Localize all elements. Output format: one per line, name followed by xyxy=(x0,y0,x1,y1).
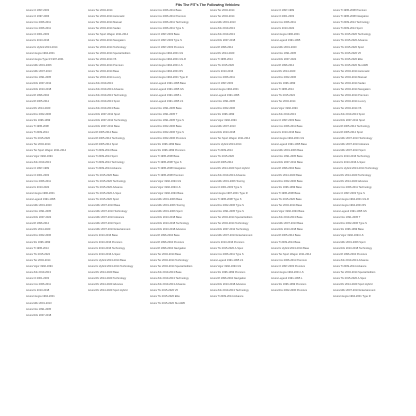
vehicle-entry: Acura Integra 1997-2001 Type R xyxy=(210,191,248,195)
vehicle-entry: Acura Mdx 2007-2013 Base xyxy=(88,204,121,207)
vehicle-entry: Acura Legend 1991-1995 LS xyxy=(210,258,244,262)
vehicle-entry: Acura Tsx 2004-2014 Automatic xyxy=(88,15,125,19)
vehicle-entry: Acura Tlx 2015-2020 A-Spec xyxy=(88,191,122,195)
vehicle-entry: Acura Mdx 2007-2013 xyxy=(26,69,52,73)
vehicle-entry: Acura Ilx 2013-2016 xyxy=(26,39,50,43)
vehicle-entry: Acura Tlx 2015-2022 xyxy=(26,252,51,256)
vehicle-entry: Acura Nsx 1991-2005 xyxy=(26,76,52,80)
vehicle-entry: Acura Slx 1996-1999 Premium xyxy=(210,271,246,275)
vehicle-entry: Acura Vigor 1992-1994 xyxy=(271,106,298,110)
vehicle-entry: Acura Tl 2009-2014 xyxy=(26,130,49,134)
vehicle-entry: Acura Ilx Hybrid 2013-2014 Base xyxy=(271,246,310,250)
vehicle-entry: Acura Rl 2005-2012 Technology xyxy=(88,136,125,140)
vehicle-entry: Acura Legend 1991-1995 L xyxy=(150,94,182,98)
vehicle-entry: Acura Csx 2006-2011 Premium xyxy=(271,258,307,262)
vehicle-entry: Acura Rdx 2007-2012 xyxy=(26,82,52,86)
vehicle-entry: Acura Rl 1996-2004 Base xyxy=(150,234,180,238)
vehicle-entry: Acura Integra 1994-2001 LS xyxy=(150,63,183,67)
vehicle-entry: Acura Integra 1994-2001 GS xyxy=(150,51,184,55)
vehicle-entry: Acura Nsx 1991-2005 Base xyxy=(150,106,182,110)
vehicle-entry: Acura Rdx 2007-2018 xyxy=(210,39,236,43)
vehicle-entry: Acura Zdx 2010-2013 xyxy=(210,33,235,37)
vehicle-entry: Acura Integra 1990-2001 xyxy=(271,33,300,37)
vehicle-entry: Acura Tlx 2015-2020 Elite xyxy=(333,57,363,61)
vehicle-entry: Acura Rdx 2007-2012 Sport xyxy=(333,118,366,122)
vehicle-entry: Acura Tlx 2015-2020 Advance xyxy=(88,185,123,189)
vehicle-entry: Acura Rsx 2002-2006 xyxy=(26,112,52,116)
vehicle-entry: Acura Mdx 2001-2006 Base xyxy=(271,149,304,153)
vehicle-entry: Acura Zdx 2010-2013 xyxy=(26,161,51,165)
vehicle-entry: Acura Tl 1995-2008 Premium xyxy=(150,173,184,177)
vehicle-entry: Acura Legend 1991-1995 xyxy=(210,94,240,98)
vehicle-entry: Acura Csx 2006-2011 xyxy=(26,27,51,31)
vehicle-entry: Acura Tsx 2004-2014 Navigation xyxy=(88,39,126,43)
vehicle-entry: Acura Ilx 2013-2016 Premium xyxy=(210,240,245,244)
vehicle-entry: Acura Mdx 2007-2013 Entertainment xyxy=(88,228,131,232)
vehicle-entry: Acura Rsx 2002-2006 Type S xyxy=(150,130,184,134)
vehicle-entry: Acura Tlx 2015-2020 Elite xyxy=(150,295,180,299)
vehicle-entry: Acura Tl 2009-2014 Advance xyxy=(333,264,367,268)
vehicle-entry: Acura Tlx 2015-2022 xyxy=(271,94,296,98)
vehicle-entry: Acura Tl 2009-2014 Technology xyxy=(333,21,370,25)
vehicle-entry: Acura Ilx Hybrid 2013-2014 xyxy=(210,143,242,147)
vehicle-entry: Acura Legend 1991-1995 L xyxy=(271,277,303,281)
vehicle-entry: Acura Integra Type R 1997-2001 xyxy=(26,57,64,61)
vehicle-entry: Acura Ilx 2013-2016 A-Spec xyxy=(88,252,121,256)
vehicle-entry: Acura Rsx 2002-2006 Type S xyxy=(333,222,367,226)
vehicle-entry: Acura Cl 1997-2003 xyxy=(26,9,50,12)
vehicle-entry: Acura Tl 2009-2014 Sport xyxy=(333,27,363,31)
vehicle-entry: Acura Rlx 2014-2020 Base xyxy=(271,173,302,177)
vehicle-entry: Acura Integra 1994-2001 xyxy=(210,88,239,92)
vehicle-entry: Acura Tlx 2015-2020 xyxy=(26,136,51,140)
vehicle-entry: Acura Tl 1995-2008 Base xyxy=(150,155,180,159)
vehicle-entry: Acura CI 1997-2003 xyxy=(26,15,50,19)
vehicle-entry: Acura Rl 1996-2012 xyxy=(26,222,50,226)
vehicle-entry: Acura Tlx 2015-2020 Technology xyxy=(333,33,371,37)
vehicle-entry: Acura Zdx 2010-2013 Advance xyxy=(88,88,124,92)
vehicle-entry: Acura Rl 1996-2004 Navigation xyxy=(210,277,247,281)
vehicle-entry: Acura Rlx 2014-2020 Sport Hybrid xyxy=(333,283,373,287)
vehicle-entry: Acura Integra 1994-2001 LS xyxy=(271,271,304,275)
vehicle-entry: Acura Rl 1996-2004 Premium xyxy=(150,240,185,244)
vehicle-entry: Acura Rl 2005-2012 Base xyxy=(271,234,301,238)
vehicle-entry: Acura Legend 1991-1995 xyxy=(26,197,56,201)
vehicle-entry: Acura Tlx 2015-2020 Technology xyxy=(88,179,126,183)
vehicle-entry: Acura Legend 1991-1995 GS xyxy=(333,210,367,214)
vehicle-column-5 xyxy=(271,9,325,295)
vehicle-entry: Acura Zdx 2010-2013 xyxy=(88,82,113,86)
vehicle-entry: Acura Tsx 2004-2014 Premium xyxy=(333,94,369,98)
vehicle-entry: Acura Tsx 2004-2014 Navigation xyxy=(333,88,371,92)
vehicle-entry: Acura Vigor 1992-1994 GS xyxy=(210,264,242,268)
vehicle-entry: Acura Tl 2009-2014 xyxy=(210,149,233,153)
vehicle-entry: Acura Tsx 2004-2014 xyxy=(210,15,235,19)
vehicle-entry: Acura Rdx 2007-2018 xyxy=(26,313,52,317)
vehicle-entry: Acura Tl 1995-2008 Type S xyxy=(210,197,242,201)
vehicle-entry: Acura Tl 1995-2008 Base xyxy=(271,191,301,195)
vehicle-entry: Acura Zdx 2010-2013 Sport xyxy=(333,112,365,116)
vehicle-entry: Acura Nsx 1991-2005 Type S xyxy=(150,118,184,122)
vehicle-entry: Acura Tl 1995-2014 xyxy=(271,88,294,92)
vehicle-entry: Acura Ilx Hybrid 2013-2014 Technology xyxy=(88,264,134,268)
vehicle-entry: Acura Ilx Hybrid 2013-2014 xyxy=(26,45,58,49)
vehicle-entry: Acura Tl 2009-2014 Advance xyxy=(88,167,122,171)
vehicle-entry: Acura Cl 2001-2003 xyxy=(26,173,50,177)
vehicle-entry: Acura Rsx 2002-2006 xyxy=(271,76,297,80)
vehicle-entry: Acura Cl 1997-1999 xyxy=(271,9,295,12)
vehicle-entry: Acura Rl 2005-2012 xyxy=(210,161,234,165)
vehicle-entry: Acura Rdx 2007-2022 xyxy=(271,57,297,61)
vehicle-entry: Acura Zdx 2010-2013 xyxy=(26,271,51,275)
vehicle-entry: Acura Tsx Sport Wagon 2011-2014 xyxy=(88,33,129,37)
vehicle-entry: Acura Tsx 2004-2014 Base xyxy=(271,204,303,207)
vehicle-entry: Acura Vigor 1992-1994 GS xyxy=(150,179,182,183)
vehicle-entry: Acura Mdx 2007-2013 Sport xyxy=(333,149,366,153)
vehicle-entry: Acura Csx 2006-2011 Technology xyxy=(333,185,372,189)
vehicle-entry: Acura Mdx 2007-2013 Advance xyxy=(88,216,125,220)
vehicle-entry: Acura Ilx 2013-2016 Base xyxy=(88,234,118,238)
vehicle-entry: Acura Rlx 2014-2020 xyxy=(271,69,296,73)
vehicle-entry: Acura Tlx 2015-2020 xyxy=(210,63,235,67)
vehicle-column-1 xyxy=(26,9,80,320)
vehicle-column-3 xyxy=(150,9,204,308)
vehicle-entry: Acura Mdx 2001-2013 xyxy=(26,301,52,305)
vehicle-entry: Acura Tsx 2004-2014 Special Edition xyxy=(150,264,193,268)
vehicle-entry: Acura Ilx 2013-2016 Technology xyxy=(88,246,126,250)
vehicle-entry: Acura Tlx 2015-2020 SH-AWD xyxy=(150,301,186,305)
vehicle-entry: Acura Csx 2006-2011 Technology xyxy=(150,21,189,25)
vehicle-entry: Acura Rlx 2014-2020 Sport Hybrid xyxy=(210,167,250,171)
vehicle-entry: Acura Mdx 2007-2013 Advance xyxy=(333,143,370,147)
vehicle-entry: Acura Rlx 2014-2020 Technology xyxy=(333,173,372,177)
vehicle-entry: Acura Mdx 2007-2013 Technology xyxy=(333,136,373,140)
vehicle-entry: Acura Rl 2005-2012 Sport xyxy=(88,143,118,147)
vehicle-entry: Acura Ilx 2013-2016 Premium xyxy=(88,240,123,244)
vehicle-entry: Acura Tlx 2015-2020 Sport xyxy=(88,197,119,201)
vehicle-entry: Acura Cl 2001-2003 xyxy=(26,33,50,37)
vehicle-entry: Acura Cl 1997-2003 Base xyxy=(150,33,180,37)
vehicle-entry: Acura Rdx 2007-2012 Technology xyxy=(88,118,128,122)
vehicle-entry: Acura Ilx 2013-2022 xyxy=(26,185,50,189)
vehicle-entry: Acura Rdx 2007-2012 Base xyxy=(271,161,303,165)
vehicle-entry: Acura Rdx 2013-2018 xyxy=(26,88,52,92)
vehicle-entry: Acura Tlx 2015-2020 Base xyxy=(271,197,302,201)
vehicle-entry: Acura Nsx 1991-2005 xyxy=(26,307,52,311)
vehicle-entry: Acura Ilx 2013-2016 xyxy=(210,69,234,73)
vehicle-entry: Acura Mdx 2001-2006 xyxy=(26,63,52,67)
vehicle-entry: Acura Nsx 1991-2005 xyxy=(271,51,297,55)
vehicle-entry: Acura Rdx 2013-2018 Base xyxy=(271,228,303,232)
vehicle-entry: Acura Nsx 1991-2005 xyxy=(26,210,52,214)
vehicle-entry: Acura Tsx 2004-2014 xyxy=(26,258,51,262)
vehicle-entry: Acura Rdx 2007-2012 Sport xyxy=(88,112,121,116)
vehicle-entry: Acura Nsx 1991-2005 Base xyxy=(271,155,303,159)
vehicle-entry: Acura Rlx 2014-2020 xyxy=(26,228,51,232)
vehicle-entry: Acura Tlx 2015-2020 xyxy=(210,155,235,159)
vehicle-entry: Acura Tl 1995-2014 xyxy=(26,246,49,250)
vehicle-entry: Acura Tl 1995-2008 Navigation xyxy=(150,167,186,171)
vehicle-entry: Acura Zdx 2010-2013 xyxy=(271,112,296,116)
vehicle-entry: Acura Tsx 2004-2014 xyxy=(271,100,296,104)
vehicle-entry: Acura Integra 1994-2001 RS xyxy=(150,69,184,73)
vehicle-entry: Acura Tl 2009-2014 Sport xyxy=(88,155,118,159)
vehicle-entry: Acura Rlx 2014-2020 xyxy=(210,51,235,55)
vehicle-entry: Acura Slx 1996-1999 Premium xyxy=(271,283,307,287)
vehicle-entry: Acura Mdx 2007-2013 Base xyxy=(271,222,304,226)
vehicle-entry: Acura Tsx 2004-2014 V6 xyxy=(333,106,362,110)
vehicle-entry: Acura Tsx 2004-2014 Technology xyxy=(88,45,127,49)
vehicle-entry: Acura Cl 2001-2003 xyxy=(26,277,50,281)
vehicle-entry: Acura Mdx 2001-2006 Sport xyxy=(333,240,366,244)
vehicle-entry: Acura Ilx 2013-2016 Base xyxy=(271,130,301,134)
vehicle-entry: Acura Mdx 2001-2006 Touring xyxy=(150,204,185,207)
vehicle-entry: Acura Tl 1995-2008 Premium xyxy=(333,9,367,12)
vehicle-entry: Acura Rlx 2014-2020 Sport Hybrid xyxy=(88,289,128,293)
vehicle-entry: Acura Tsx 2004-2014 Premium xyxy=(88,63,124,67)
vehicle-entry: Acura Tl 1995-2008 Navigation xyxy=(333,15,369,19)
vehicle-entry: Acura Csx 2006-2011 Type S xyxy=(150,27,184,31)
vehicle-entry: Acura Tl 2009-2014 Base xyxy=(88,149,118,153)
vehicle-entry: Acura Ilx Hybrid 2013-2014 Base xyxy=(88,258,127,262)
vehicle-entry: Acura Legend 1991-1995 Base xyxy=(271,143,307,147)
vehicle-entry: Acura Rsx 2002-2006 Type S xyxy=(210,204,244,207)
vehicle-entry: Acura Rl 2005-2012 Technology xyxy=(333,124,370,128)
vehicle-entry: Acura Cl 2001-2003 xyxy=(271,15,295,19)
vehicle-entry: Acura Zdx 2010-2013 Technology xyxy=(210,289,249,293)
vehicle-entry: Acura Cl 2001-2003 Type S xyxy=(210,185,242,189)
vehicle-entry: Acura Rl 2005-2012 Base xyxy=(88,130,118,134)
vehicle-entry: Acura Zdx 2010-2013 Advance xyxy=(150,283,186,287)
vehicle-entry: Acura Tsx Sport Wagon 2011-2014 xyxy=(271,252,312,256)
vehicle-entry: Acura Tsx 2004-2014 Manual xyxy=(333,76,367,80)
vehicle-entry: Acura Mdx 2001-2006 Sport xyxy=(150,210,183,214)
vehicle-entry: Acura Tlx 2015-2020 V6 xyxy=(333,51,361,55)
vehicle-entry: Acura Tsx Sport Wagon 2011-2014 xyxy=(26,149,67,153)
vehicle-entry: Acura Integra 1994-2001 xyxy=(26,295,55,299)
vehicle-entry: Acura Rlx 2014-2020 xyxy=(26,106,51,110)
vehicle-entry: Acura Slx 1996-1999 xyxy=(210,112,235,116)
vehicle-entry: Acura Rl 1996-2004 xyxy=(26,94,50,98)
vehicle-entry: Acura Tsx 2004-2014 Sedan xyxy=(333,82,366,86)
vehicle-entry: Acura Mdx 2001-2006 Touring xyxy=(210,179,245,183)
vehicle-entry: Acura Rdx 2013-2018 Technology xyxy=(150,222,190,226)
vehicle-entry: Acura Rl 1996-2004 Navigation xyxy=(150,246,187,250)
vehicle-entry: Acura Rdx 2013-2018 Advance xyxy=(210,283,246,287)
vehicle-entry: Acura Integra 1994-2001 RS xyxy=(333,204,367,207)
vehicle-entry: Acura Cl 1997-2003 xyxy=(210,82,234,86)
vehicle-entry: Acura Tsx 2004-2014 Sedan xyxy=(88,27,121,31)
vehicle-entry: Acura Tsx 2004-2014 Automatic xyxy=(333,69,370,73)
vehicle-entry: Acura Vigor 1992-1994 xyxy=(26,264,53,268)
vehicle-entry: Acura Integra 1994-2001 GS-R xyxy=(150,57,186,61)
vehicle-entry: Acura Mdx 2001-2006 Base xyxy=(150,197,183,201)
vehicle-entry: Acura Rsx 2002-2006 Base xyxy=(271,179,303,183)
vehicle-entry: Acura Vigor 1992-1994 xyxy=(26,155,53,159)
vehicle-entry: Acura Rlx 2014-2020 Advance xyxy=(88,283,124,287)
page-title: Fits The FIT's The Following Vehicles: xyxy=(175,3,241,7)
vehicle-entry: Acura Ilx 2013-2018 xyxy=(26,289,50,293)
vehicle-entry: Acura Vigor 1992-1994 Base xyxy=(271,210,305,214)
vehicle-entry: Acura Mdx 2007-2013 xyxy=(210,124,236,128)
vehicle-entry: Acura Csx 2006-2011 Base xyxy=(271,124,303,128)
vehicle-entry: Acura Rl 1996-2012 xyxy=(210,45,234,49)
vehicle-entry: Acura Tsx 2004-2014 Luxury xyxy=(88,76,121,80)
vehicle-entry: Acura Tsx 2004-2014 Special Edition xyxy=(88,51,131,55)
vehicle-entry: Acura Integra 1994-2001 GS xyxy=(271,136,305,140)
vehicle-entry: Acura Rl 2005-2012 Sport xyxy=(333,130,363,134)
vehicle-entry: Acura Zdx 2010-2013 Base xyxy=(150,271,182,275)
vehicle-entry: Acura Slx 1996-1999 Premium xyxy=(150,149,186,153)
vehicle-entry: Acura Tl 2009-2014 Technology xyxy=(88,161,125,165)
vehicle-entry: Acura Ilx Hybrid 2013-2014 Technology xyxy=(333,167,379,171)
vehicle-entry: Acura Tl 1995-2014 xyxy=(210,57,233,61)
vehicle-entry: Acura Zdx 2010-2013 Technology xyxy=(150,277,189,281)
vehicle-entry: Acura Integra 1994-2001 Type R xyxy=(333,295,371,299)
vehicle-entry: Acura Slx 1996-1999 xyxy=(26,240,51,244)
vehicle-entry: Acura Rdx 2007-2012 Base xyxy=(88,124,120,128)
vehicle-entry: Acura Tl 2009-2014 Base xyxy=(271,240,301,244)
vehicle-entry: Acura Cl 1997-2003 Type S xyxy=(150,39,182,43)
vehicle-entry: Acura Rsx 2002-2006 Premium xyxy=(150,136,187,140)
vehicle-entry: Acura Ilx 2013-2016 A-Spec xyxy=(333,161,366,165)
vehicle-entry: Acura Rdx 2013-2018 Technology xyxy=(333,246,373,250)
vehicle-entry: Acura Tsx 2004-2014 Manual xyxy=(88,21,122,25)
vehicle-entry: Acura Tsx 2004-2014 Special Edition xyxy=(210,216,253,220)
vehicle-entry: Acura Zdx 2010-2013 Advance xyxy=(333,258,369,262)
vehicle-entry: Acura Tsx 2004-2014 xyxy=(26,143,51,147)
vehicle-entry: Acura Zdx 2010-2013 Base xyxy=(88,106,120,110)
vehicle-entry: Acura Mdx 2001-2020 xyxy=(271,45,297,49)
vehicle-entry: Acura Rdx 2013-2018 Base xyxy=(150,216,182,220)
vehicle-entry: Acura Mdx 2007-2013 Sport xyxy=(88,222,121,226)
vehicle-entry: Acura Rlx 2014-2020 Advance xyxy=(333,179,369,183)
vehicle-entry: Acura Rdx 2007-2022 xyxy=(26,216,52,220)
vehicle-entry: Acura Tl 2009-2014 Advance xyxy=(210,295,244,299)
vehicle-entry: Acura Tsx 2004-2014 xyxy=(210,9,235,12)
vehicle-entry: Acura Vigor 1992-1994 xyxy=(210,118,237,122)
vehicle-entry: Acura Integra 1994-2001 GS-R xyxy=(333,197,369,201)
vehicle-entry: Acura Tl 1995-2008 Type S xyxy=(150,161,182,165)
vehicle-entry: Acura Csx 2006-2011 Base xyxy=(150,9,182,12)
vehicle-entry: Acura Nsx 1991-2005 T xyxy=(150,112,178,116)
vehicle-entry: Acura Cl 1997-1999 xyxy=(26,167,50,171)
vehicle-entry: Acura Ilx 2013-2016 Technology xyxy=(333,155,371,159)
vehicle-entry: Acura Rl 1996-2004 Premium xyxy=(333,252,368,256)
vehicle-entry: Acura Nsx 1991-2005 Type S xyxy=(210,210,244,214)
vehicle-list xyxy=(26,9,379,317)
vehicle-entry: Acura Zdx 2010-2013 Advance xyxy=(210,173,246,177)
vehicle-entry: Acura Tsx Sport Wagon 2011-2014 xyxy=(210,136,251,140)
vehicle-entry: Acura Rdx 2013-2018 xyxy=(210,130,236,134)
vehicle-entry: Acura Slx 1996-1999 Base xyxy=(333,228,364,232)
vehicle-entry: Acura Ilx 2013-2022 xyxy=(271,27,295,31)
vehicle-entry: Acura Rlx 2014-2020 Technology xyxy=(88,277,127,281)
vehicle-entry: Acura Rsx 2002-2006 Base xyxy=(150,124,182,128)
vehicle-entry: Acura Zdx 2010-2013 Sport xyxy=(88,100,120,104)
vehicle-column-4 xyxy=(210,9,264,302)
vehicle-entry: Acura Nsx 1991-2005 T xyxy=(333,216,361,220)
vehicle-entry: Acura Vigor 1992-1994 Base xyxy=(150,191,184,195)
vehicle-entry: Acura Tlx 2015-2020 Base xyxy=(88,173,119,177)
vehicle-entry: Acura Tlx 2015-2020 Advance xyxy=(333,39,368,43)
vehicle-entry: Acura Nsx 1991-2005 xyxy=(210,100,236,104)
vehicle-entry: Acura Cl 1997-2003 Type S xyxy=(333,191,365,195)
vehicle-entry: Acura Slx 1996-1999 Base xyxy=(150,143,181,147)
vehicle-entry: Acura Csx 2006-2011 xyxy=(26,283,51,287)
vehicle-entry: Acura Tsx 2004-2014 Technology xyxy=(210,222,249,226)
vehicle-entry: Acura Rlx 2014-2020 Base xyxy=(88,271,119,275)
vehicle-entry: Acura Csx 2006-2011 Type S xyxy=(210,252,244,256)
vehicle-entry: Acura Vigor 1992-1994 LS xyxy=(333,234,364,238)
vehicle-entry: Acura Rdx 2013-2018 Advance xyxy=(150,228,186,232)
vehicle-entry: Acura Mdx 2007-2013 Technology xyxy=(88,210,128,214)
vehicle-entry: Acura Csx 2006-2011 Premium xyxy=(150,15,186,19)
vehicle-entry: Acura Rl 1996-2012 xyxy=(271,63,295,67)
vehicle-entry: Acura Csx 2006-2011 xyxy=(271,21,296,25)
vehicle-entry: Acura Tlx 2015-2020 A-Spec xyxy=(210,246,244,250)
vehicle-entry: Acura Rsx 2002-2006 Premium xyxy=(271,289,308,293)
vehicle-entry: Acura Cl 1997-2003 Premium xyxy=(271,264,306,268)
vehicle-entry: Acura Tsx 2004-2014 Base xyxy=(150,252,182,256)
vehicle-entry: Acura Tlx 2015-2020 A-Spec xyxy=(333,277,367,281)
vehicle-entry: Acura Legend 1991-1995 GS xyxy=(150,88,184,92)
vehicle-entry: Acura Vigor 1992-1994 LS xyxy=(150,185,181,189)
vehicle-entry: Acura Rdx 2007-2012 Technology xyxy=(210,228,250,232)
vehicle-entry: Acura Slx 1996-1999 xyxy=(26,118,51,122)
vehicle-entry: Acura Tlx 2015-2020 Sport xyxy=(333,45,364,49)
vehicle-entry: Acura Integra 1990-2001 xyxy=(26,191,55,195)
vehicle-entry: Acura Slx 1996-1999 xyxy=(271,82,296,86)
vehicle-entry: Acura Cl 1997-2003 Premium xyxy=(150,45,185,49)
vehicle-entry: Acura Rsx 2002-2006 xyxy=(210,106,236,110)
vehicle-entry: Acura Rl 2005-2012 xyxy=(26,100,50,104)
vehicle-entry: Acura Tsx 2004-2014 Base xyxy=(88,69,120,73)
vehicle-column-6 xyxy=(333,9,387,302)
vehicle-entry: Acura Integra 1994-2001 xyxy=(26,51,55,55)
vehicle-entry: Acura Tsx 2004-2014 xyxy=(88,9,113,12)
vehicle-entry: Acura Tlx 2015-2020 V6 xyxy=(150,289,178,293)
vehicle-entry: Acura Csx 2006-2011 xyxy=(26,21,51,25)
vehicle-entry: Acura Slx 1996-1999 Base xyxy=(271,185,302,189)
vehicle-entry: Acura Legend 1991-1995 LS xyxy=(150,100,184,104)
vehicle-entry: Acura Legend 1991-1995 xyxy=(271,39,301,43)
vehicle-entry: Acura Cl 1997-2003 Base xyxy=(271,118,301,122)
vehicle-column-2 xyxy=(88,9,142,295)
vehicle-entry: Acura Zdx 2010-2013 Technology xyxy=(88,94,127,98)
vehicle-entry: Acura Rl 1996-2004 Base xyxy=(271,167,301,171)
vehicle-entry: Acura Tsx 2004-2014 V6 xyxy=(88,57,117,61)
vehicle-entry: Acura Rsx 2002-2006 xyxy=(26,234,52,238)
vehicle-entry: Acura Zdx 2010-2013 xyxy=(210,27,235,31)
vehicle-entry: Acura Csx 2006-2011 xyxy=(210,76,235,80)
vehicle-entry: Acura Tlx 2015-2020 SH-AWD xyxy=(333,63,369,67)
vehicle-entry: Acura Tsx 2004-2014 Luxury xyxy=(333,100,366,104)
vehicle-entry: Acura Legend 1991-1995 Base xyxy=(150,82,186,86)
vehicle-entry: Acura Mdx 2007-2013 Entertainment xyxy=(333,289,376,293)
vehicle-entry: Acura Mdx 2001-2013 xyxy=(210,21,236,25)
vehicle-entry: Acura Tsx 2004-2014 Technology xyxy=(150,258,189,262)
vehicle-entry: Acura Csx 2006-2011 xyxy=(26,179,51,183)
vehicle-entry: Acura Tl 1995-2008 xyxy=(26,124,49,128)
vehicle-entry: Acura Zdx 2010-2013 Base xyxy=(271,216,303,220)
vehicle-entry: Acura Tsx 2004-2014 Special Edition xyxy=(333,271,376,275)
vehicle-entry: Acura Mdx 2001-2020 xyxy=(26,204,52,207)
vehicle-entry: Acura Integra 1994-2001 Type R xyxy=(150,76,188,80)
vehicle-entry: Acura Mdx 2007-2013 Entertainment xyxy=(210,234,253,238)
